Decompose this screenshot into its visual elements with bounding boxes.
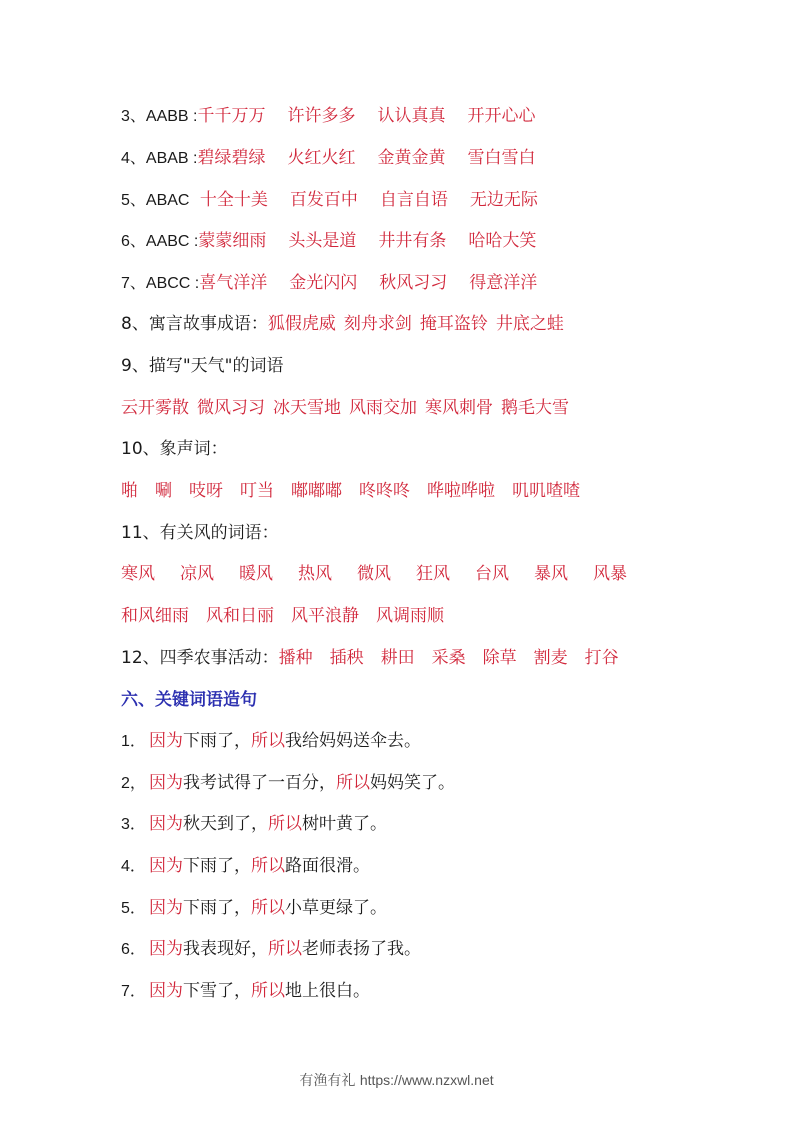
pattern-line-aabb (121, 104, 535, 128)
sentence-number: 2， (121, 775, 146, 792)
onomatopoeia-words-line (121, 479, 580, 503)
sentence-number: 6． (121, 941, 146, 958)
idiom: 冰天雪地 (273, 398, 341, 418)
clause: 下雪了， (183, 981, 251, 1001)
sentence-7 (121, 979, 370, 1003)
sentence-3 (121, 812, 387, 836)
sentence-6 (121, 937, 421, 961)
idiom: 无边无际 (469, 190, 538, 210)
idiom: 许许多多 (287, 106, 356, 126)
idiom: 风平浪静 (291, 606, 359, 626)
clause: 地上很白。 (285, 981, 370, 1001)
idiom: 雪白雪白 (467, 148, 536, 168)
word: 叮当 (240, 481, 274, 501)
word: 寒风 (121, 564, 155, 584)
line-label: 7、ABCC : (121, 275, 200, 292)
sentence-number: 3． (121, 816, 146, 833)
pattern-line-abab (121, 146, 535, 170)
onomatopoeia-heading (121, 437, 228, 461)
sentence-5 (121, 896, 387, 920)
idiom: 认认真真 (377, 106, 446, 126)
sentence-number: 1． (121, 733, 146, 750)
keyword-so: 所以 (251, 981, 285, 1001)
section-heading: 六、关键词语造句 (121, 690, 257, 710)
line-label: 6、AABC : (121, 233, 199, 250)
keyword-because: 因为 (149, 731, 183, 751)
idiom: 开开心心 (467, 106, 536, 126)
keyword-because: 因为 (149, 981, 183, 1001)
word: 播种 (278, 648, 313, 668)
idiom: 得意洋洋 (469, 273, 538, 293)
sentence-1 (121, 729, 421, 753)
keyword-so: 所以 (268, 939, 302, 959)
wind-words-line-2 (121, 604, 444, 628)
idiom: 狐假虎威 (267, 314, 336, 334)
keyword-because: 因为 (149, 773, 183, 793)
keyword-so: 所以 (251, 856, 285, 876)
idiom: 碧绿碧绿 (197, 148, 266, 168)
wind-heading (121, 521, 279, 545)
idiom: 哈哈大笑 (468, 231, 537, 251)
word: 采桑 (431, 648, 466, 668)
footer-url[interactable]: https://www.nzxwl.net (359, 1072, 494, 1088)
clause: 下雨了， (183, 898, 251, 918)
idiom: 井底之蛙 (495, 314, 564, 334)
clause: 我考试得了一百分， (183, 773, 336, 793)
fable-idioms-line (121, 312, 564, 336)
idiom: 十全十美 (199, 190, 268, 210)
pattern-line-aabc (121, 229, 536, 253)
pattern-line-abac (121, 188, 538, 212)
sentence-number: 4． (121, 858, 146, 875)
clause: 下雨了， (183, 856, 251, 876)
word: 耕田 (380, 648, 415, 668)
clause: 秋天到了， (183, 814, 268, 834)
idiom: 鹅毛大雪 (501, 398, 569, 418)
clause: 下雨了， (183, 731, 251, 751)
line-label: 11、有关风的词语： (121, 523, 279, 543)
keyword-because: 因为 (149, 856, 183, 876)
keyword-so: 所以 (251, 898, 285, 918)
idiom: 井井有条 (378, 231, 447, 251)
sentence-2 (121, 771, 455, 795)
sentence-number: 5． (121, 900, 146, 917)
line-label: 3、AABB : (121, 108, 198, 125)
clause: 小草更绿了。 (285, 898, 387, 918)
word: 风暴 (593, 564, 627, 584)
footer-brand: 有渔有礼 (299, 1073, 356, 1089)
pattern-line-abcc (121, 271, 537, 295)
farming-line (121, 646, 619, 670)
clause: 树叶黄了。 (302, 814, 387, 834)
idiom: 刻舟求剑 (343, 314, 412, 334)
word: 暴风 (534, 564, 568, 584)
idiom: 风调雨顺 (376, 606, 444, 626)
keyword-so: 所以 (336, 773, 370, 793)
word: 叽叽喳喳 (512, 481, 580, 501)
line-label: 9、描写"天气"的词语 (121, 356, 284, 376)
idiom: 百发百中 (289, 190, 358, 210)
line-label: 12、四季农事活动： (121, 648, 279, 668)
idiom: 火红火红 (287, 148, 356, 168)
word: 嘟嘟嘟 (291, 481, 342, 501)
idiom: 秋风习习 (379, 273, 448, 293)
word: 暖风 (239, 564, 273, 584)
idiom: 喜气洋洋 (199, 273, 268, 293)
clause: 老师表扬了我。 (302, 939, 421, 959)
word: 凉风 (180, 564, 214, 584)
keyword-because: 因为 (149, 939, 183, 959)
sentence-number: 7． (121, 983, 146, 1000)
idiom: 金黄金黄 (377, 148, 446, 168)
idiom: 风雨交加 (349, 398, 417, 418)
weather-words-line (121, 396, 569, 420)
idiom: 云开雾散 (121, 398, 189, 418)
word: 吱呀 (189, 481, 223, 501)
clause: 我给妈妈送伞去。 (285, 731, 421, 751)
word: 啪 (121, 481, 138, 501)
idiom: 微风习习 (197, 398, 265, 418)
line-label: 10、象声词： (121, 439, 228, 459)
word: 插秧 (329, 648, 364, 668)
idiom: 千千万万 (197, 106, 266, 126)
line-label: 5、ABAC (121, 192, 194, 209)
wind-words-line-1 (121, 562, 627, 586)
word: 台风 (475, 564, 509, 584)
word: 热风 (298, 564, 332, 584)
idiom: 和风细雨 (121, 606, 189, 626)
idiom: 头头是道 (288, 231, 357, 251)
word: 微风 (357, 564, 391, 584)
idiom: 蒙蒙细雨 (198, 231, 267, 251)
word: 唰 (155, 481, 172, 501)
clause: 路面很滑。 (285, 856, 370, 876)
idiom: 风和日丽 (206, 606, 274, 626)
idiom: 金光闪闪 (289, 273, 358, 293)
footer-watermark (0, 1070, 793, 1090)
word: 咚咚咚 (359, 481, 410, 501)
line-label: 4、ABAB : (121, 150, 198, 167)
word: 狂风 (416, 564, 450, 584)
line-label: 8、寓言故事成语： (121, 314, 268, 334)
idiom: 寒风刺骨 (425, 398, 493, 418)
clause: 妈妈笑了。 (370, 773, 455, 793)
keyword-because: 因为 (149, 814, 183, 834)
word: 打谷 (584, 648, 619, 668)
word: 哗啦哗啦 (427, 481, 495, 501)
clause: 我表现好， (183, 939, 268, 959)
idiom: 自言自语 (379, 190, 448, 210)
sentence-4 (121, 854, 370, 878)
idiom: 掩耳盗铃 (419, 314, 488, 334)
keyword-because: 因为 (149, 898, 183, 918)
word: 除草 (482, 648, 517, 668)
weather-heading (121, 354, 283, 378)
keyword-so: 所以 (268, 814, 302, 834)
word: 割麦 (533, 648, 568, 668)
keyword-so: 所以 (251, 731, 285, 751)
